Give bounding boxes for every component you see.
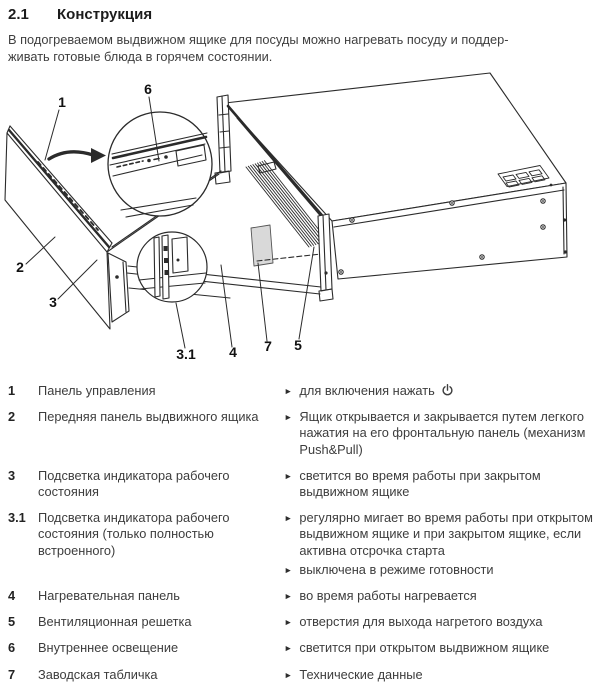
callout-3: 3 xyxy=(49,294,57,310)
legend-row xyxy=(8,383,605,402)
legend-row xyxy=(8,667,605,686)
legend-item-descriptions xyxy=(284,409,605,461)
callout-7: 7 xyxy=(264,338,272,354)
legend-item-number: 6 xyxy=(8,640,16,656)
legend-description xyxy=(284,383,605,399)
section-title: Конструкция xyxy=(57,6,153,23)
legend-item-term: Панель управления xyxy=(38,383,156,398)
callout-4: 4 xyxy=(229,344,237,360)
drawer-right-bracket xyxy=(318,214,333,301)
legend-item-number: 1 xyxy=(8,383,16,398)
legend-item-desc-text: регулярно мигает во время работы при открытом выдвижном ящике и при закрытом ящике, если активна отсрочка старта xyxy=(299,510,593,558)
magnifier-control-panel xyxy=(108,112,212,217)
legend-item-desc-text: для включения нажать xyxy=(299,383,454,399)
triangle-bullet-icon: ► xyxy=(284,643,293,654)
legend-item-number: 7 xyxy=(8,666,16,682)
drawer-line-drawing xyxy=(0,70,613,380)
triangle-bullet-icon: ► xyxy=(284,412,293,423)
parts-legend xyxy=(8,383,605,693)
section-number: 2.1 xyxy=(8,6,29,23)
legend-row xyxy=(8,468,605,503)
construction-diagram xyxy=(0,70,613,380)
legend-item-descriptions xyxy=(284,640,605,659)
power-icon xyxy=(441,384,454,397)
open-direction-arrow xyxy=(49,148,106,163)
legend-item-term: Заводская табличка xyxy=(38,666,158,682)
legend-item-descriptions xyxy=(284,468,605,503)
triangle-bullet-icon: ► xyxy=(284,513,293,524)
legend-row xyxy=(8,510,605,581)
legend-item-descriptions xyxy=(284,667,605,686)
intro-paragraph xyxy=(8,31,608,65)
legend-item-descriptions xyxy=(284,510,605,581)
legend-item-term: Вентиляционная решетка xyxy=(38,614,192,630)
legend-description xyxy=(284,588,605,604)
legend-item-desc-text: отверстия для выхода нагретого воздуха xyxy=(299,614,543,630)
magnifier-indicator xyxy=(137,232,207,302)
legend-row xyxy=(8,614,605,633)
legend-item-number: 4 xyxy=(8,588,16,604)
legend-item-desc-text: во время работы нагревается xyxy=(299,588,477,604)
callout-2: 2 xyxy=(16,259,24,275)
legend-row xyxy=(8,588,605,607)
legend-item-term: Внутреннее освещение xyxy=(38,640,179,656)
legend-description xyxy=(284,468,605,500)
legend-description xyxy=(284,409,605,458)
legend-item-term: Подсветка индикатора рабочего состояния (только полностью встроенного) xyxy=(38,510,230,558)
legend-row xyxy=(8,409,605,461)
legend-item-desc-text: Ящик открывается и закрывается путем легкого нажатия на его фронтальную панель (механизм Push&Pull) xyxy=(299,409,586,457)
legend-row xyxy=(8,640,605,659)
legend-item-descriptions xyxy=(284,588,605,607)
callout-6: 6 xyxy=(144,81,152,97)
legend-item-number: 3 xyxy=(8,467,16,483)
legend-item-descriptions xyxy=(284,614,605,633)
legend-item-desc-text: светится при открытом выдвижном ящике xyxy=(299,640,550,656)
triangle-bullet-icon: ► xyxy=(284,386,293,396)
intro-line: живать готовые блюда в горячем состоянии. xyxy=(8,49,273,64)
legend-description xyxy=(284,510,605,559)
triangle-bullet-icon: ► xyxy=(284,669,293,680)
legend-description xyxy=(284,614,605,630)
legend-item-term: Нагревательная панель xyxy=(38,588,180,604)
callout-1: 1 xyxy=(58,94,66,110)
legend-item-descriptions xyxy=(284,383,605,402)
triangle-bullet-icon: ► xyxy=(284,591,293,602)
legend-description xyxy=(284,562,605,578)
legend-item-desc-text: выключена в режиме готовности xyxy=(299,561,494,577)
legend-item-desc-text: светится во время работы при закрытом выдвижном ящике xyxy=(299,467,541,500)
panel-side-bracket xyxy=(108,253,129,322)
callout-5: 5 xyxy=(294,337,302,353)
legend-item-desc-text: Технические данные xyxy=(299,666,423,682)
legend-item-number: 2 xyxy=(8,409,16,425)
intro-line: В подогреваемом выдвижном ящике для посуды можно нагревать посуду и поддер- xyxy=(8,32,509,47)
triangle-bullet-icon: ► xyxy=(284,617,293,628)
callout-3-1: 3.1 xyxy=(176,346,196,362)
legend-item-term: Передняя панель выдвижного ящика xyxy=(38,409,259,425)
legend-item-number: 5 xyxy=(8,614,16,630)
legend-item-term: Подсветка индикатора рабочего состояния xyxy=(38,467,230,500)
triangle-bullet-icon: ► xyxy=(284,564,293,575)
triangle-bullet-icon: ► xyxy=(284,470,293,481)
section-header xyxy=(8,6,152,23)
legend-description xyxy=(284,667,605,683)
legend-description xyxy=(284,640,605,656)
legend-item-number: 3.1 xyxy=(8,510,26,526)
